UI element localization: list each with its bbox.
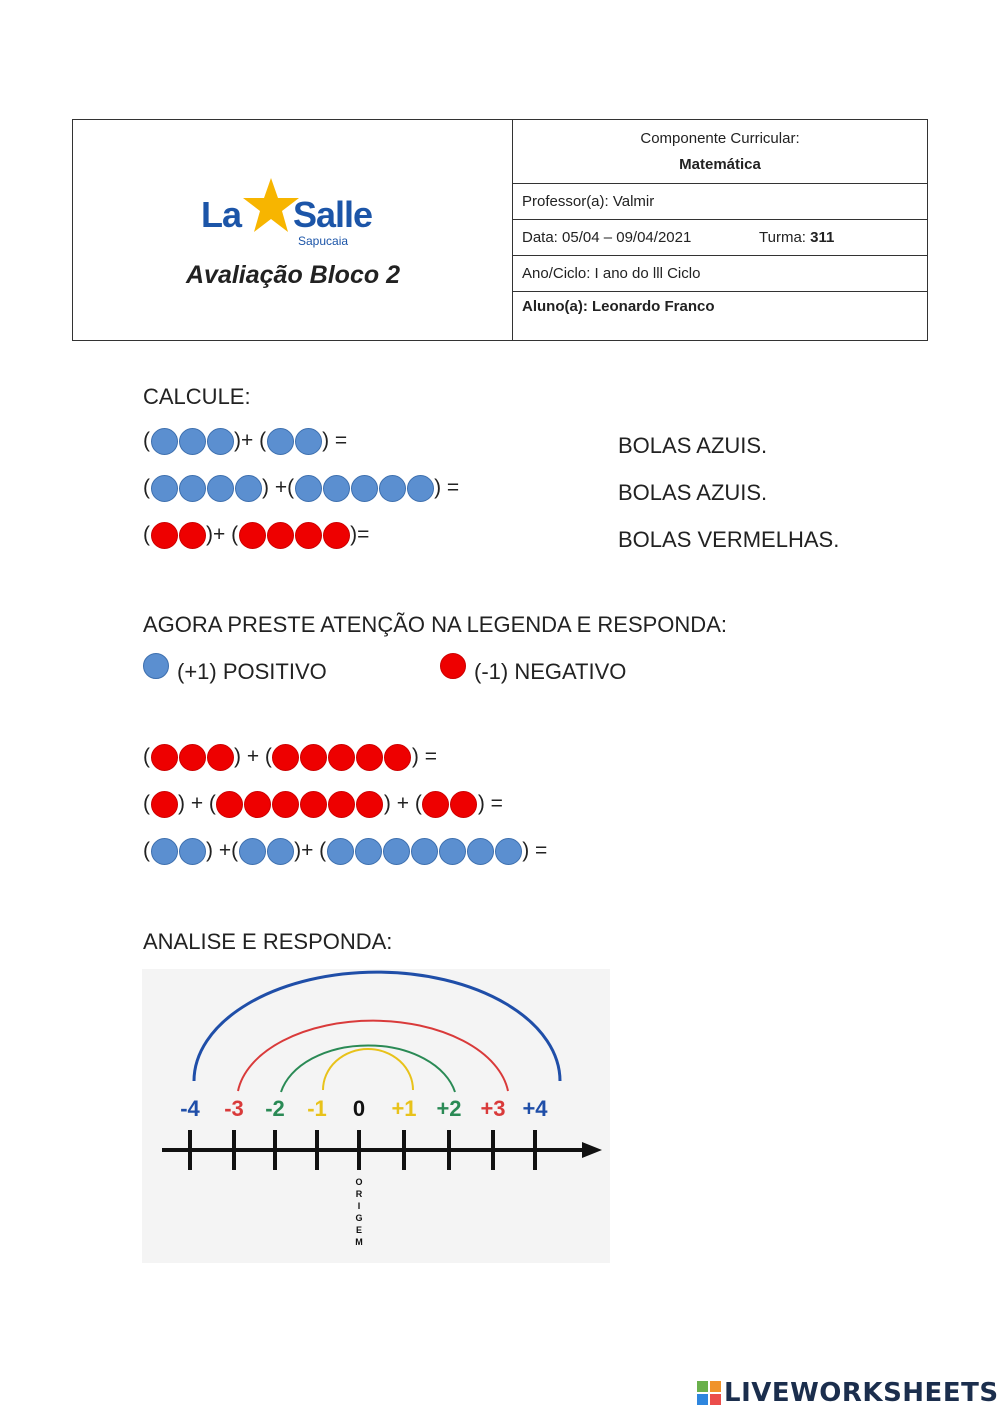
answer-label-3: BOLAS VERMELHAS.: [618, 527, 840, 552]
liveworksheets-logo-icon: [697, 1381, 721, 1405]
number-label: -3: [224, 1096, 244, 1121]
red-ball-icon: [216, 791, 243, 818]
red-ball-icon: [328, 791, 355, 818]
answer-label-2: BOLAS AZUIS.: [618, 480, 768, 505]
blue-ball-icon: [267, 428, 294, 455]
professor-text: Professor(a): Valmir: [522, 193, 655, 210]
red-ball-icon: [207, 744, 234, 771]
component-value: Matemática: [679, 155, 761, 173]
legend-positive: (+1) POSITIVO: [177, 659, 327, 684]
calc-line-6: ( ) +( )+ ( ) =: [143, 835, 547, 867]
red-ball-icon: [272, 791, 299, 818]
arc-1: [323, 1049, 413, 1090]
red-ball-icon: [151, 791, 178, 818]
red-ball-icon: [267, 522, 294, 549]
ano-ciclo-row: [513, 256, 927, 292]
number-label: +3: [480, 1096, 506, 1121]
origin-label: O R I G E M: [355, 1177, 363, 1247]
aluno-text: Aluno(a): Leonardo Franco: [522, 298, 715, 315]
blue-ball-icon: [151, 428, 178, 455]
number-label: -2: [265, 1096, 285, 1121]
blue-ball-icon: [295, 475, 322, 502]
blue-ball-icon: [235, 475, 262, 502]
red-ball-icon: [356, 791, 383, 818]
arc-4: [194, 972, 560, 1081]
blue-ball-icon: [327, 838, 354, 865]
number-label: -1: [307, 1096, 327, 1121]
blue-ball-icon: [151, 475, 178, 502]
red-ball-icon: [328, 744, 355, 771]
calc-line-1: ( )+ ( ) =: [143, 425, 347, 457]
blue-ball-icon: [411, 838, 438, 865]
blue-ball-icon: [439, 838, 466, 865]
turma-label: Turma:: [759, 229, 811, 246]
section-legend-title: AGORA PRESTE ATENÇÃO NA LEGENDA E RESPONDA:: [143, 612, 727, 637]
number-label: 0: [352, 1096, 366, 1121]
calc-line-5: ( ) + ( ) + ( ) =: [143, 788, 503, 820]
blue-ball-icon: [351, 475, 378, 502]
date-row: [513, 220, 927, 256]
section-analise-title: ANALISE E RESPONDA:: [143, 929, 393, 954]
section-calcule-title: CALCULE:: [143, 384, 251, 409]
arc-2: [281, 1045, 455, 1092]
logo-text-salle: Salle: [293, 194, 373, 235]
turma-value: 311: [810, 229, 835, 246]
red-ball-icon: [272, 744, 299, 771]
red-ball-icon: [356, 744, 383, 771]
blue-ball-icon: [179, 475, 206, 502]
professor-row: [513, 184, 927, 220]
blue-ball-icon: [295, 428, 322, 455]
red-ball-icon: [440, 653, 466, 679]
header-info-cell: [513, 120, 927, 340]
red-ball-icon: [300, 791, 327, 818]
red-ball-icon: [151, 744, 178, 771]
blue-ball-icon: [179, 838, 206, 865]
blue-ball-icon: [267, 838, 294, 865]
red-ball-icon: [179, 744, 206, 771]
component-label: Componente Curricular:: [640, 129, 800, 147]
arc-3: [238, 1021, 508, 1091]
answer-label-1: BOLAS AZUIS.: [618, 433, 768, 458]
blue-ball-icon: [495, 838, 522, 865]
red-ball-icon: [450, 791, 477, 818]
date-text: Data: 05/04 – 09/04/2021: [522, 229, 692, 246]
blue-ball-icon: [151, 838, 178, 865]
red-ball-icon: [422, 791, 449, 818]
calc-line-4: ( ) + ( ) =: [143, 741, 437, 773]
blue-ball-icon: [323, 475, 350, 502]
header-logo-cell: [73, 120, 513, 340]
red-ball-icon: [323, 522, 350, 549]
blue-ball-icon: [179, 428, 206, 455]
header-table: [72, 119, 928, 341]
blue-ball-icon: [207, 428, 234, 455]
number-label: -4: [180, 1096, 200, 1121]
logo-text-la: La: [201, 194, 242, 235]
red-ball-icon: [295, 522, 322, 549]
red-ball-icon: [244, 791, 271, 818]
blue-ball-icon: [379, 475, 406, 502]
legend-negative: (-1) NEGATIVO: [474, 659, 627, 684]
number-label: +2: [436, 1096, 462, 1121]
page-title: Avaliação Bloco 2: [186, 261, 400, 289]
component-row: [513, 120, 927, 184]
red-ball-icon: [239, 522, 266, 549]
number-line-figure: [142, 969, 610, 1263]
blue-ball-icon: [239, 838, 266, 865]
red-ball-icon: [179, 522, 206, 549]
number-label: +4: [522, 1096, 548, 1121]
calc-line-2: ( ) +( ) =: [143, 472, 459, 504]
blue-ball-icon: [143, 653, 169, 679]
number-line-svg: [142, 969, 610, 1263]
blue-ball-icon: [383, 838, 410, 865]
blue-ball-icon: [467, 838, 494, 865]
aluno-row: [513, 292, 927, 340]
number-label: +1: [391, 1096, 417, 1121]
ano-ciclo-text: Ano/Ciclo: I ano do lll Ciclo: [522, 265, 701, 282]
watermark-text: LIVEWORKSHEETS: [724, 1378, 999, 1408]
blue-ball-icon: [407, 475, 434, 502]
red-ball-icon: [384, 744, 411, 771]
blue-ball-icon: [207, 475, 234, 502]
blue-ball-icon: [355, 838, 382, 865]
school-logo: [201, 174, 381, 246]
star-icon: [241, 176, 301, 236]
calc-line-3: ( )+ ( )=: [143, 519, 369, 551]
red-ball-icon: [300, 744, 327, 771]
logo-location: Sapucaia: [298, 234, 349, 248]
red-ball-icon: [151, 522, 178, 549]
